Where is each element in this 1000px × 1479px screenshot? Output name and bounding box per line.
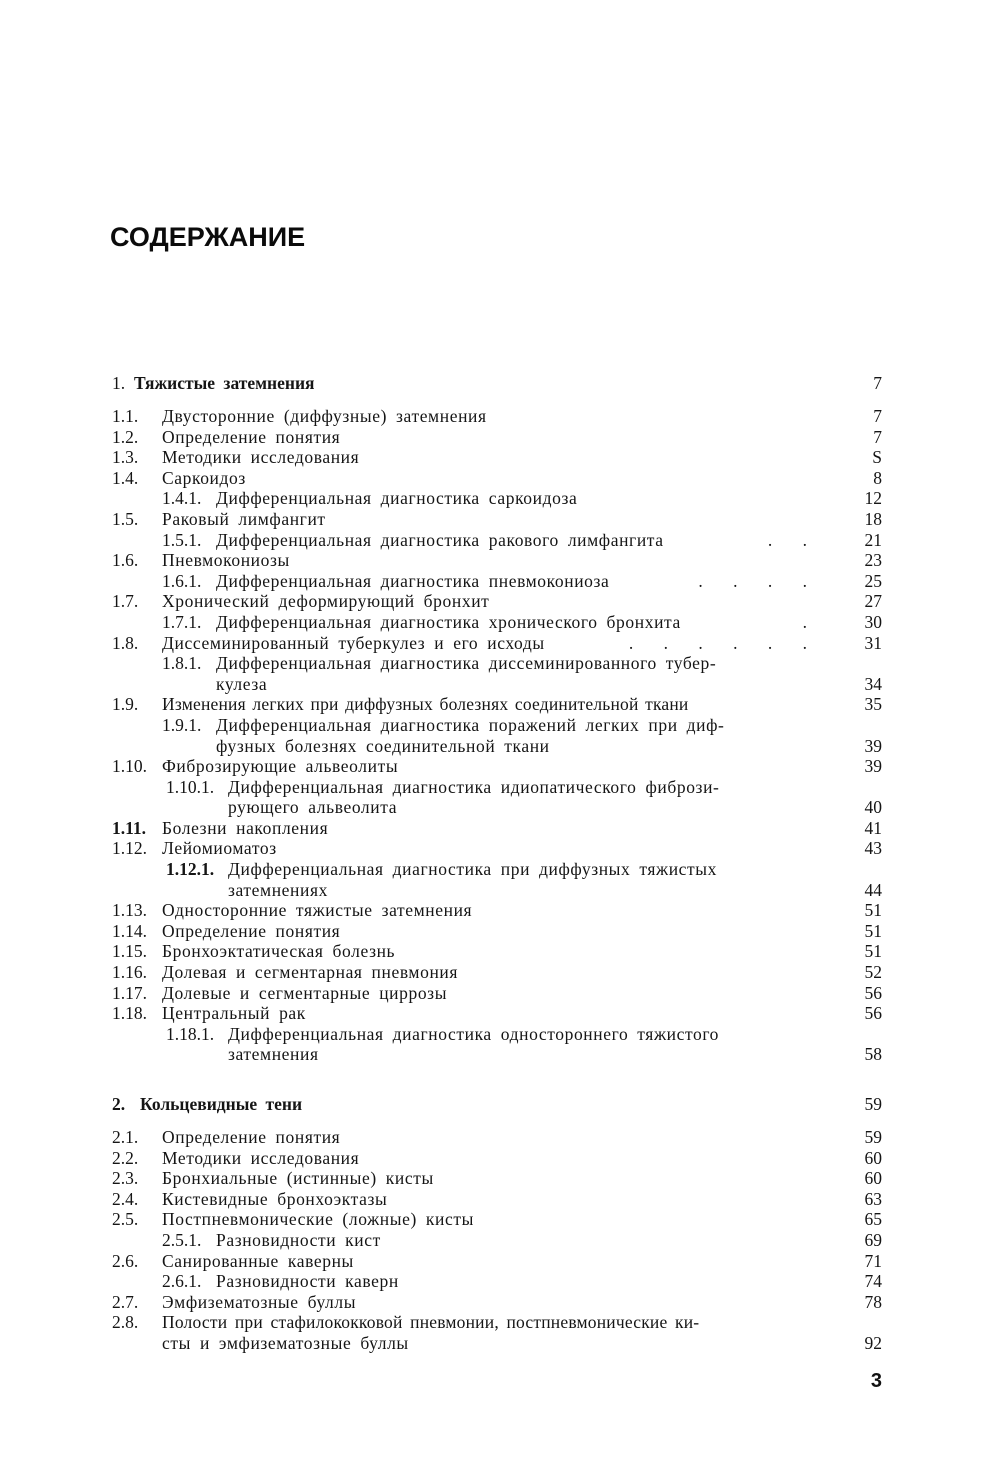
entry-title: Дифференциальная диагностика хронического бронхита	[216, 611, 681, 632]
page-number: 56	[864, 1003, 882, 1024]
chapter-title: Кольцевидные тени	[140, 1094, 303, 1114]
entry-number: 2.1.	[112, 1127, 139, 1147]
page-number: 59	[864, 1094, 882, 1114]
toc-entry-1-7[interactable]	[112, 591, 882, 612]
entry-title: Дифференциальная диагностика диссеминированного тубер-	[216, 653, 717, 674]
entry-number: 1.8.1.	[162, 653, 202, 674]
toc-entry-1-3[interactable]	[112, 447, 882, 468]
entry-number: 1.4.	[112, 467, 139, 488]
page-number: 74	[864, 1271, 882, 1292]
entry-title: Кистевидные бронхоэктазы	[162, 1188, 388, 1209]
entry-number: 1.7.	[112, 591, 139, 612]
toc-entry-1-13[interactable]	[112, 900, 882, 921]
entry-title: Бронхиальные (истинные) кисты	[162, 1168, 434, 1189]
page-number: 52	[864, 962, 882, 983]
entry-title: Дифференциальная диагностика идиопатического фибрози-	[228, 776, 720, 797]
entry-number: 2.6.	[112, 1250, 139, 1271]
toc-entry-1-6-1[interactable]	[112, 571, 882, 592]
toc-entry-2-5[interactable]	[112, 1209, 882, 1230]
page-number: 69	[864, 1229, 882, 1250]
entry-number: 1.12.1.	[166, 859, 215, 880]
page-number: 12	[864, 488, 882, 509]
entry-number: 2.3.	[112, 1168, 139, 1189]
page-number: 65	[864, 1209, 882, 1230]
page-number: 60	[864, 1168, 882, 1189]
entry-number: 1.18.	[112, 1003, 147, 1024]
entry-title: Долевые и сегментарные циррозы	[162, 982, 448, 1003]
page-number: 30	[864, 611, 882, 632]
entry-title: Диссеминированный туберкулез и его исходы	[162, 632, 545, 653]
page-number: 8	[873, 467, 882, 488]
entry-number: 1.5.	[112, 508, 139, 529]
entry-title: Методики исследования	[162, 447, 360, 468]
entry-title: Методики исследования	[162, 1147, 360, 1168]
page-number: 56	[864, 982, 882, 1003]
toc-entry-1-8-1[interactable]	[112, 653, 882, 674]
page-number: 34	[864, 673, 882, 694]
entry-title: Определение понятия	[162, 426, 341, 447]
page-number: 27	[864, 591, 882, 612]
page-number: 59	[864, 1127, 882, 1147]
entry-number: 1.16.	[112, 962, 147, 983]
entry-number: 2.8.	[112, 1312, 139, 1333]
toc-entry-1-11[interactable]	[112, 818, 882, 839]
toc-entry-1-10-1[interactable]	[112, 777, 882, 798]
entry-number: 2.5.	[112, 1209, 139, 1230]
entry-title-continued: фузных болезнях соединительной ткани	[216, 735, 550, 756]
page-number: 40	[864, 797, 882, 818]
page-number: 39	[864, 756, 882, 777]
toc-entry-2-8-continued[interactable]	[112, 1333, 882, 1354]
table-of-contents	[112, 370, 882, 1354]
entry-number: 1.4.1.	[162, 488, 202, 509]
entry-number: 1.15.	[112, 941, 147, 962]
entry-title: Центральный рак	[162, 1003, 306, 1024]
leader-dots: .	[802, 611, 820, 632]
entry-number: 1.14.	[112, 920, 147, 941]
entry-number: 1.11.	[112, 817, 147, 838]
page-number: 71	[864, 1250, 882, 1271]
entry-title-continued: рующего альвеолита	[228, 797, 398, 818]
entry-number: 1.5.1.	[162, 529, 202, 550]
toc-entry-2-5-1[interactable]	[112, 1230, 882, 1251]
page-number: 43	[864, 838, 882, 859]
toc-entry-1-8-1-continued[interactable]	[112, 674, 882, 695]
entry-title: Определение понятия	[162, 1127, 341, 1147]
page-number: 41	[864, 817, 882, 838]
entry-title: Изменения легких при диффузных болезнях соединительной ткани	[162, 694, 689, 715]
entry-number: 2.4.	[112, 1188, 139, 1209]
page-number: 39	[864, 735, 882, 756]
entry-number: 1.12.	[112, 838, 147, 859]
entry-title: Саркоидоз	[162, 467, 246, 488]
toc-entry-1-12-1-continued[interactable]	[112, 880, 882, 901]
toc-entry-1-10-1-continued[interactable]	[112, 797, 882, 818]
toc-entry-1-15[interactable]	[112, 941, 882, 962]
entry-number: 1.13.	[112, 900, 147, 921]
toc-entry-1-10[interactable]	[112, 756, 882, 777]
page-number: 31	[864, 632, 882, 653]
toc-entry-1-18[interactable]	[112, 1003, 882, 1024]
page-number: 51	[864, 900, 882, 921]
entry-title-continued: кулеза	[216, 673, 268, 694]
page-number: 51	[864, 941, 882, 962]
entry-title: Бронхоэктатическая болезнь	[162, 941, 396, 962]
page-number: 60	[864, 1147, 882, 1168]
entry-title: Хронический деформирующий бронхит	[162, 591, 490, 612]
toc-entry-1-12[interactable]	[112, 838, 882, 859]
entry-title: Эмфизематозные буллы	[162, 1291, 357, 1312]
entry-title: Санированные каверны	[162, 1250, 354, 1271]
entry-title: Долевая и сегментарная пневмония	[162, 962, 459, 983]
entry-title: Дифференциальная диагностика поражений легких при диф-	[216, 714, 725, 735]
entry-number: 1.3.	[112, 447, 139, 468]
page-number: 44	[864, 879, 882, 900]
toc-entry-1-6[interactable]	[112, 550, 882, 571]
page-number: 51	[864, 920, 882, 941]
entry-number: 2.5.1.	[162, 1229, 202, 1250]
toc-entry-1-5-1[interactable]	[112, 530, 882, 551]
entry-title: Дифференциальная диагностика пневмокониоза	[216, 570, 610, 591]
entry-title: Раковый лимфангит	[162, 508, 326, 529]
entry-title: Разновидности кист	[216, 1229, 381, 1250]
entry-number: 1.18.1.	[166, 1023, 215, 1044]
toc-entry-1-1[interactable]	[112, 406, 882, 427]
entry-number: 1.7.1.	[162, 611, 202, 632]
page-number: 92	[864, 1332, 882, 1353]
toc-chapter-2[interactable]	[112, 1091, 882, 1117]
entry-title: Дифференциальная диагностика при диффузных тяжистых	[228, 859, 717, 880]
entry-number: 1.9.1.	[162, 714, 202, 735]
toc-entry-1-5[interactable]	[112, 509, 882, 530]
toc-entry-1-9-1-continued[interactable]	[112, 736, 882, 757]
entry-title: Дифференциальная диагностика ракового лимфангита	[216, 529, 664, 550]
toc-entry-1-18-1-continued[interactable]	[112, 1044, 882, 1065]
toc-entry-1-9-1[interactable]	[112, 715, 882, 736]
page-number: 35	[864, 694, 882, 715]
page-number: 78	[864, 1291, 882, 1312]
toc-entry-1-17[interactable]	[112, 983, 882, 1004]
toc-entry-1-4-1[interactable]	[112, 488, 882, 509]
page-number: 58	[864, 1044, 882, 1065]
entry-title: Разновидности каверн	[216, 1271, 399, 1292]
page-number: 18	[864, 508, 882, 529]
toc-entry-2-2[interactable]	[112, 1148, 882, 1169]
entry-title: Болезни накопления	[162, 817, 329, 838]
entry-number: 2.6.1.	[162, 1271, 202, 1292]
toc-entry-2-6-1[interactable]	[112, 1271, 882, 1292]
toc-entry-1-12-1[interactable]	[112, 859, 882, 880]
entry-number: 1.9.	[112, 694, 139, 715]
toc-entry-1-7-1[interactable]	[112, 612, 882, 633]
page-number: 23	[864, 550, 882, 571]
page-number: S	[872, 447, 882, 468]
entry-title-continued: затемнения	[228, 1044, 319, 1065]
entry-title: Лейомиоматоз	[162, 838, 277, 859]
entry-title: Постпневмонические (ложные) кисты	[162, 1209, 474, 1230]
entry-title: Односторонние тяжистые затемнения	[162, 900, 473, 921]
toc-entry-1-8[interactable]	[112, 633, 882, 654]
page-number: 25	[864, 570, 882, 591]
entry-number: 1.17.	[112, 982, 147, 1003]
entry-number: 1.10.	[112, 756, 147, 777]
entry-number: 2.7.	[112, 1291, 139, 1312]
entry-title: Определение понятия	[162, 920, 341, 941]
chapter-number: 2.	[112, 1094, 126, 1114]
chapter-number: 1.	[112, 373, 126, 393]
entry-title: Дифференциальная диагностика одностороннего тяжистого	[228, 1023, 720, 1044]
leader-dots: . . . . . .	[628, 632, 820, 653]
page-title: СОДЕРЖАНИЕ	[110, 222, 306, 252]
toc-entry-2-3[interactable]	[112, 1168, 882, 1189]
toc-entry-2-6[interactable]	[112, 1251, 882, 1272]
entry-title: Полости при стафилококковой пневмонии, постпневмонические ки-	[162, 1312, 700, 1333]
entry-title: Пневмокониозы	[162, 550, 290, 571]
toc-entry-1-16[interactable]	[112, 962, 882, 983]
entry-title-continued: затемнениях	[228, 879, 328, 900]
leader-dots: . .	[767, 529, 820, 550]
entry-number: 2.2.	[112, 1147, 139, 1168]
toc-entry-2-7[interactable]	[112, 1292, 882, 1313]
entry-number: 1.6.1.	[162, 570, 202, 591]
page-number: 7	[873, 373, 882, 393]
entry-number: 1.6.	[112, 550, 139, 571]
toc-chapter-1[interactable]	[112, 370, 882, 396]
leader-dots: . . . .	[698, 570, 820, 591]
entry-number: 1.1.	[112, 406, 139, 426]
entry-title: Фиброзирующие альвеолиты	[162, 756, 399, 777]
toc-entry-1-14[interactable]	[112, 921, 882, 942]
toc-entry-1-18-1[interactable]	[112, 1024, 882, 1045]
page-folio-number: 3	[870, 1370, 882, 1392]
toc-entry-1-4[interactable]	[112, 468, 882, 489]
entry-title: Двусторонние (диффузные) затемнения	[162, 406, 487, 426]
toc-entry-1-9[interactable]	[112, 694, 882, 715]
entry-number: 1.8.	[112, 632, 139, 653]
toc-entry-2-8[interactable]	[112, 1312, 882, 1333]
page-number: 63	[864, 1188, 882, 1209]
page-number: 7	[873, 406, 882, 426]
chapter-title: Тяжистые затемнения	[134, 373, 315, 393]
entry-title: Дифференциальная диагностика саркоидоза	[216, 488, 578, 509]
toc-entry-1-2[interactable]	[112, 427, 882, 448]
page-number: 7	[873, 426, 882, 447]
entry-title-continued: сты и эмфизематозные буллы	[162, 1332, 409, 1353]
entry-number: 1.2.	[112, 426, 139, 447]
toc-entry-2-1[interactable]	[112, 1127, 882, 1148]
page-number: 21	[864, 529, 882, 550]
entry-number: 1.10.1.	[166, 776, 215, 797]
toc-entry-2-4[interactable]	[112, 1189, 882, 1210]
